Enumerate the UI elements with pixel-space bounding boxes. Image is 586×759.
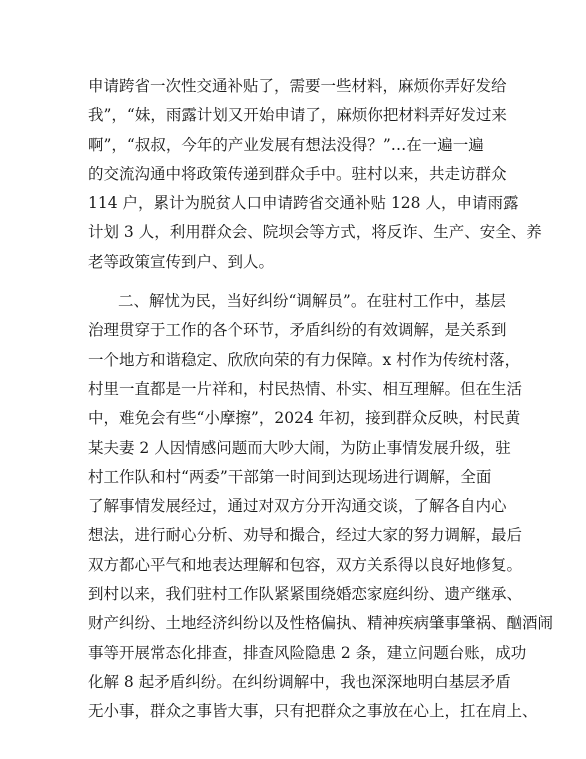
paragraph-line: 村里一直都是一片祥和，村民热情、朴实、相互理解。但在生活 [88, 379, 523, 398]
paragraph-line: 到村以来，我们驻村工作队紧紧围绕婚恋家庭纠纷、遗产继承、 [88, 585, 523, 604]
paragraph-first-line: 二、解忧为民，当好纠纷“调解员”。在驻村工作中，基层 [118, 292, 506, 311]
paragraph-line: 啊”，“叔叔，今年的产业发展有想法没得？”…在一遍一遍 [88, 135, 484, 154]
paragraph-line: 治理贯穿于工作的各个环节，矛盾纠纷的有效调解，是关系到 [88, 321, 507, 340]
paragraph-2 [88, 287, 554, 726]
paragraph-line: 老等政策宣传到户、到人。 [88, 252, 275, 271]
paragraph-line: 申请跨省一次性交通补贴了，需要一些材料，麻烦你弄好发给 [88, 77, 507, 95]
paragraph-line: 中，难免会有些“小摩擦”，2024 年初，接到群众反映，村民黄 [88, 409, 521, 428]
paragraph-line: 事等开展常态化排查，排查风险隐患 2 条，建立问题台账，成功 [88, 643, 527, 662]
paragraph-line: 114 户，累计为脱贫人口申请跨省交通补贴 128 人，申请雨露 [88, 194, 519, 213]
document-body [88, 72, 554, 727]
paragraph-line: 无小事，群众之事皆大事，只有把群众之事放在心上，扛在肩上、 [88, 702, 538, 721]
paragraph-line: 一个地方和谐稳定、欣欣向荣的有力保障。x 村作为传统村落， [88, 350, 521, 369]
paragraph-line: 某夫妻 2 人因情感问题而大吵大闹，为防止事情发展升级，驻 [88, 438, 511, 457]
paragraph-line: 财产纠纷、土地经济纠纷以及性格偏执、精神疾病肇事肇祸、酗酒闹 [88, 614, 554, 633]
paragraph-line: 计划 3 人，利用群众会、院坝会等方式，将反诈、生产、安全、养 [88, 223, 542, 242]
paragraph-line: 村工作队和村“两委”干部第一时间到达现场进行调解，全面 [88, 467, 492, 486]
paragraph-line: 化解 8 起矛盾纠纷。在纠纷调解中，我也深深地明白基层矛盾 [88, 672, 511, 691]
paragraph-line: 了解事情发展经过，通过对双方分开沟通交谈，了解各自内心 [88, 497, 507, 516]
paragraph-line: 双方都心平气和地表达理解和包容，双方关系得以良好地修复。 [88, 555, 523, 574]
paragraph-line: 想法，进行耐心分析、劝导和撮合，经过大家的努力调解，最后 [88, 526, 523, 545]
paragraph-line: 我”，“妹，雨露计划又开始申请了，麻烦你把材料弄好发过来 [88, 106, 507, 125]
paragraph-spacer [88, 277, 508, 287]
paragraph-1 [88, 72, 542, 277]
paragraph-line: 的交流沟通中将政策传递到群众手中。驻村以来，共走访群众 [88, 164, 507, 183]
